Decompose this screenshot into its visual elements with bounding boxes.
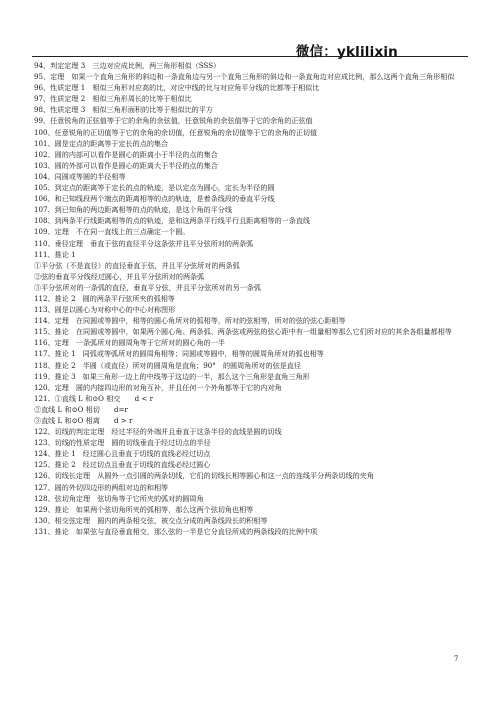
theorem-line: 106、和已知线段两个端点的距离相等的点的轨迹，是着条线段的垂直平分线 [34, 194, 275, 204]
theorem-line: 105、到定点的距离等于定长的点的轨迹，是以定点为圆心，定长为半径的圆 [34, 183, 275, 193]
theorem-line: 114、定理 在同圆或等圆中，相等的圆心角所对的弧相等，所对的弦相等，所对的弦的弦心距相等 [34, 316, 346, 326]
theorem-line: 126、切线长定理 从圆外一点引圆的两条切线，它们的切线长相等圆心和这一点的连线平分两条切线的夹角 [34, 471, 374, 481]
theorem-line: ③直线 L 和⊙O 相离 d > r [34, 416, 133, 425]
theorem-line: 107、到已知角的两边距离相等的点的轨迹，是这个角的平分线 [34, 205, 232, 215]
theorem-line: 121、①直线 L 和⊙O 相交 d < r [34, 393, 154, 403]
header-divider [32, 56, 468, 57]
theorem-line: 120、定理 圆的内接四边形的对角互补，并且任何一个外角都等于它的内对角 [34, 382, 282, 392]
page-number: 7 [454, 655, 459, 663]
theorem-line: 124、推论 1 经过圆心且垂直于切线的直线必经过切点 [34, 449, 211, 459]
theorem-list [34, 60, 466, 537]
theorem-line: 113、圆是以圆心为对称中心的中心对称图形 [34, 305, 176, 315]
theorem-line: 95、定理 如果一个直角三角形的斜边和一条直角边与另一个直角三角形的斜边和一条直角边对应成比例，那么这两个直角三角形相似 [34, 72, 455, 82]
theorem-line: 125、推论 2 经过切点且垂直于切线的直线必经过圆心 [34, 460, 211, 470]
theorem-line: 111、推论 1 [34, 249, 76, 259]
theorem-line: 100、任意锐角的正切值等于它的余角的余切值，任意锐角的余切值等于它的余角的正切值 [34, 127, 318, 137]
theorem-line: 131、推论 如果弦与直径垂直相交，那么弦的一半是它分直径所成的两条线段的比例中项 [34, 526, 318, 536]
theorem-line: 110、垂径定理 垂直于弦的直径平分这条弦并且平分弦所对的两条弧 [34, 238, 254, 248]
theorem-line: 129、推论 如果两个弦切角所夹的弧相等，那么这两个弦切角也相等 [34, 504, 254, 514]
theorem-line: ①平分弦（不是直径）的直径垂直于弦，并且平分弦所对的两条弧 [34, 260, 240, 270]
theorem-line: 98、性质定理 3 相似三角形面积的比等于相似比的平方 [34, 105, 213, 115]
theorem-line: 117、推论 1 同弧或等弧所对的圆周角相等；同圆或等圆中，相等的圆周角所对的弧也相等 [34, 349, 324, 359]
theorem-line: 123、切线的性质定理 圆的切线垂直于经过切点的半径 [34, 438, 211, 448]
theorem-line: 104、同圆或等圆的半径相等 [34, 171, 126, 181]
theorem-line: 96、性质定理 1 相似三角形对应高的比，对应中线的比与对应角平分线的比都等于相似比 [34, 83, 320, 93]
theorem-line: 108、到两条平行线距离相等的点的轨迹，是和这两条平行线平行且距离相等的一条直线 [34, 216, 311, 226]
theorem-line: 112、推论 2 圆的两条平行弦所夹的弧相等 [34, 293, 175, 303]
theorem-line: 97、性质定理 2 相似三角形周长的比等于相似比 [34, 94, 192, 104]
theorem-line: 118、推论 2 半圆（或直径）所对的圆周角是直角；90° 的圆周角所对的弦是直径 [34, 360, 301, 370]
theorem-line: 94、判定定理 3 三边对应成比例，两三角形相似（SSS） [34, 61, 221, 70]
theorem-line: ③平分弦所对的一条弧的直径，垂直平分弦，并且平分弦所对的另一条弧 [34, 282, 261, 292]
theorem-line: 119、推论 3 如果三角形一边上的中线等于这边的一半，那么这个三角形是直角三角形 [34, 371, 310, 381]
theorem-line: 115、推论 在同圆或等圆中，如果两个圆心角、两条弧、两条弦或两弦的弦心距中有一组量相等那么它们所对应的其余各组量都相等 [34, 327, 452, 337]
theorem-line: 127、圆的外切四边形的两组对边的和相等 [34, 482, 169, 492]
theorem-line: 122、切线的判定定理 经过半径的外端并且垂直于这条半径的直线是圆的切线 [34, 427, 282, 437]
theorem-line: 130、相交弦定理 圆内的两条相交弦，被交点分成的两条线段长的积相等 [34, 515, 268, 525]
theorem-line: 101、圆是定点的距离等于定长的点的集合 [34, 138, 169, 148]
theorem-line: 99、任意锐角的正弦值等于它的余角的余弦值，任意锐角的余弦值等于它的余角的正弦值 [34, 116, 313, 126]
theorem-line: ②直线 L 和⊙O 相切 d=r [34, 404, 128, 414]
theorem-line: 109、定理 不在同一直线上的三点确定一个圆。 [34, 227, 190, 237]
theorem-line: 116、定理 一条弧所对的圆周角等于它所对的圆心角的一半 [34, 338, 225, 348]
theorem-line: 128、弦切角定理 弦切角等于它所夹的弧对的圆周角 [34, 493, 204, 503]
theorem-line: ②弦的垂直平分线经过圆心，并且平分弦所对的两条弧 [34, 271, 205, 281]
wechat-id-header: 微信：yklilixin [295, 44, 398, 60]
theorem-line: 103、圆的外部可以看作是圆心的距离大于半径的点的集合 [34, 160, 218, 170]
theorem-line: 102、圆的内部可以看作是圆心的距离小于半径的点的集合 [34, 149, 218, 159]
